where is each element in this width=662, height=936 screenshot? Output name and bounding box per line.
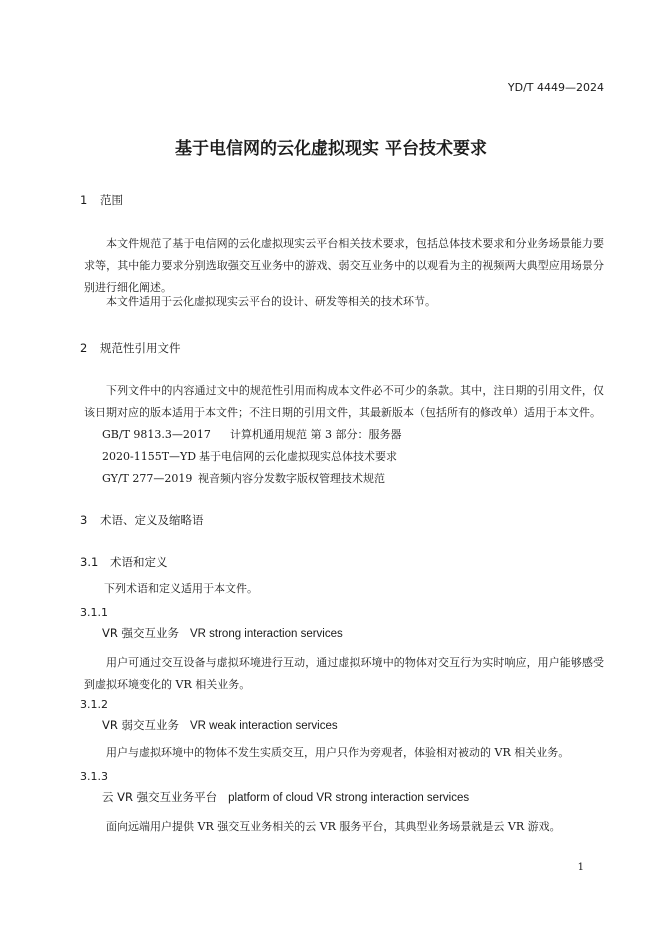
subsection-number: 3.1 [80, 555, 99, 569]
term-definition: 用户可通过交互设备与虚拟环境进行互动，通过虚拟环境中的物体对交互行为实时响应，用户能够感受到虚拟环境变化的 VR 相关业务。 [84, 656, 604, 691]
section-number: 2 [80, 341, 88, 355]
term-definition: 面向远端用户提供 VR 强交互业务相关的云 VR 服务平台，其典型业务场景就是云 VR 游戏。 [106, 820, 561, 833]
subsection-title: 术语和定义 [110, 555, 168, 569]
subsection-heading-terms-definitions [80, 554, 168, 570]
scope-paragraph-2: 本文件适用于云化虚拟现实云平台的设计、研发等相关的技术环节。 [106, 295, 436, 308]
term-entry [102, 625, 343, 641]
section-title: 范围 [100, 193, 123, 207]
page-number: 1 [577, 862, 584, 873]
reference-code: GY/T 277—2019 [102, 472, 193, 485]
section-number: 1 [80, 193, 88, 207]
term-en: VR strong interaction services [189, 628, 343, 640]
reference-title: 视音频内容分发数字版权管理技术规范 [198, 472, 385, 485]
term-zh: 云 VR 强交互业务平台 [102, 790, 218, 804]
reference-title: 基于电信网的云化虚拟现实总体技术要求 [199, 450, 397, 463]
term-number: 3.1.3 [80, 770, 108, 783]
reference-item [102, 470, 385, 486]
terms-intro: 下列术语和定义适用于本文件。 [104, 582, 258, 595]
term-en: VR weak interaction services [189, 720, 338, 732]
section-title: 规范性引用文件 [100, 341, 181, 355]
section-number: 3 [80, 513, 88, 527]
section-heading-scope [80, 192, 123, 208]
term-number: 3.1.1 [80, 606, 108, 619]
term-number: 3.1.2 [80, 698, 108, 711]
reference-item [102, 426, 402, 442]
term-en: platform of cloud VR strong interaction services [228, 792, 470, 804]
document-title: 基于电信网的云化虚拟现实 平台技术要求 [175, 139, 487, 159]
reference-title: 计算机通用规范 第 3 部分：服务器 [230, 428, 402, 441]
reference-code: GB/T 9813.3—2017 [102, 428, 211, 441]
reference-code: 2020-1155T—YD [102, 450, 197, 463]
term-zh: VR 强交互业务 [102, 626, 180, 640]
term-zh: VR 弱交互业务 [102, 718, 180, 732]
standard-number: YD/T 4449—2024 [507, 81, 604, 94]
term-definition: 用户与虚拟环境中的物体不发生实质交互，用户只作为旁观者，体验相对被动的 VR 相关业务。 [106, 746, 570, 759]
reference-item [102, 448, 397, 464]
term-entry [102, 789, 469, 805]
section-heading-terms [80, 512, 204, 528]
section-heading-normative-refs [80, 340, 181, 356]
term-entry [102, 717, 338, 733]
scope-paragraph-1: 本文件规范了基于电信网的云化虚拟现实云平台相关技术要求，包括总体技术要求和分业务场景能力要求等，其中能力要求分别选取强交互业务中的游戏、弱交互业务中的以观看为主的视频两大典型应用场景分别进行细化阐述。 [84, 237, 604, 294]
normative-refs-intro: 下列文件中的内容通过文中的规范性引用而构成本文件必不可少的条款。其中，注日期的引用文件，仅该日期对应的版本适用于本文件；不注日期的引用文件，其最新版本（包括所有的修改单）适用于本文件。 [84, 384, 604, 419]
section-title: 术语、定义及缩略语 [100, 513, 204, 527]
